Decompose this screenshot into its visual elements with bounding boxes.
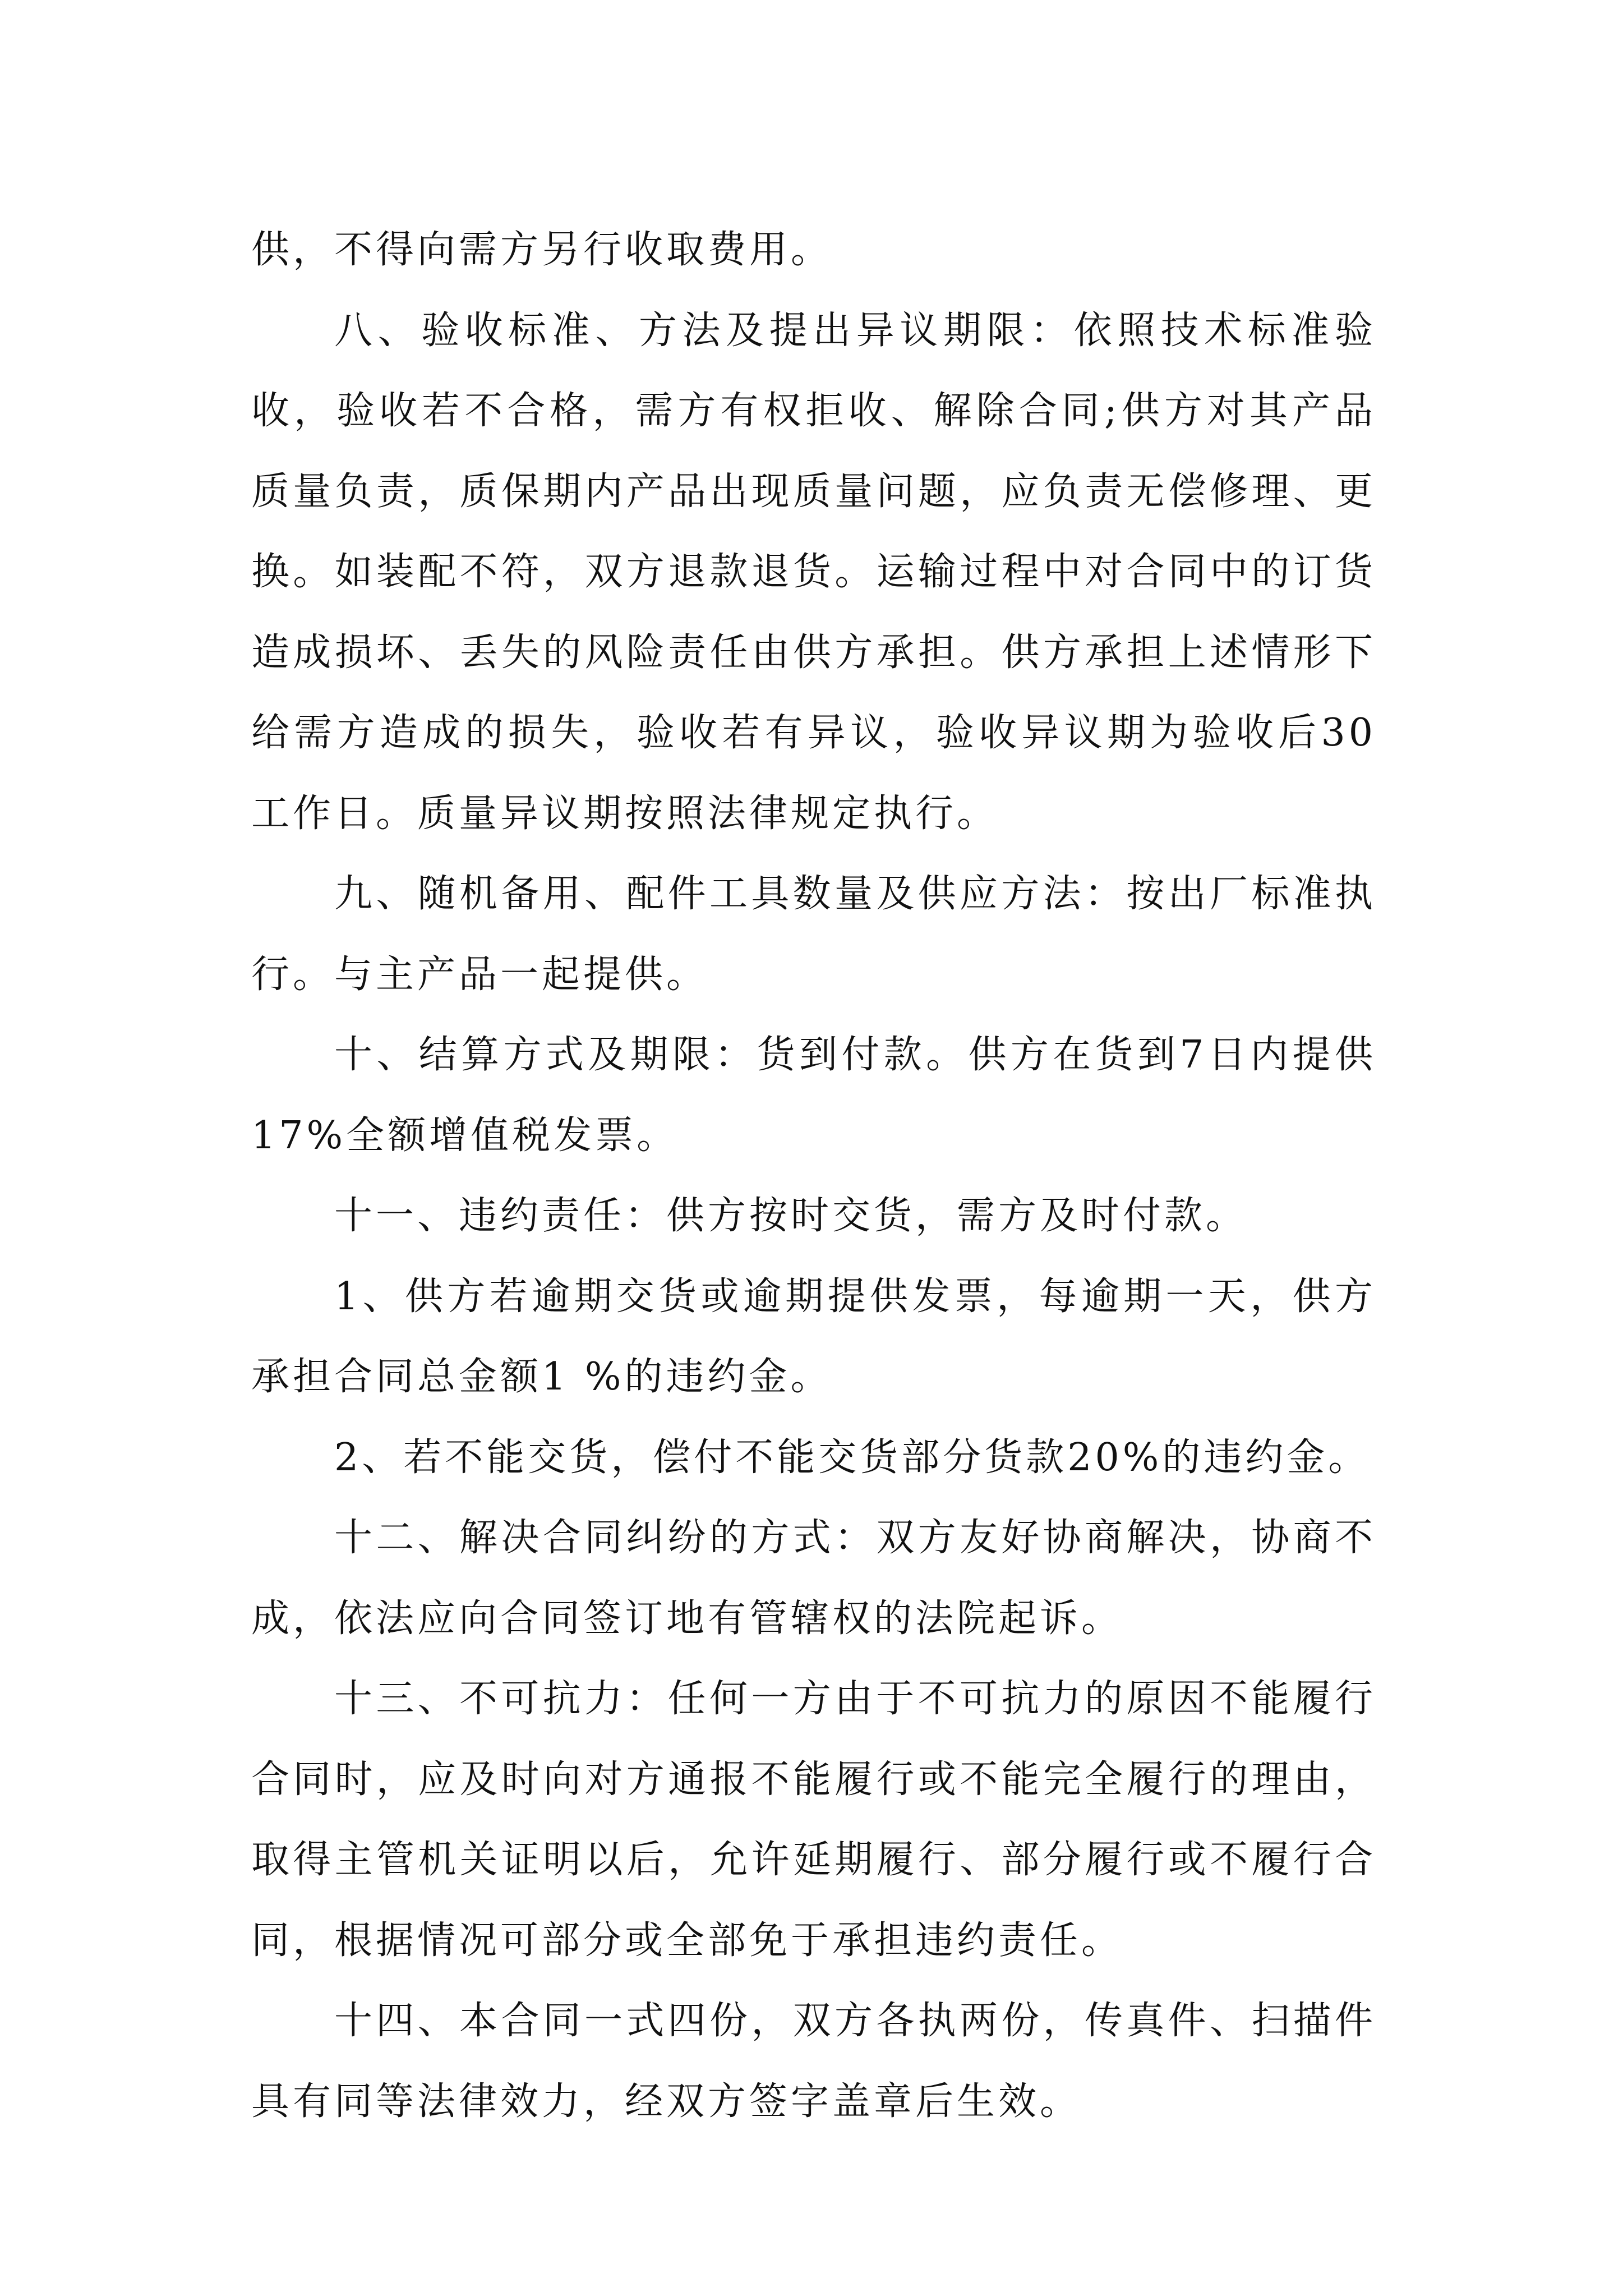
paragraph-clause-12-disputes: 十二、解决合同纠纷的方式：双方友好协商解决，协商不成，依法应向合同签订地有管辖权的法院起诉。	[251, 1516, 1376, 1641]
paragraph-continuation: 供，不得向需方另行收取费用。	[251, 228, 833, 272]
paragraph-clause-11-item-2: 2、若不能交货，偿付不能交货部分货款20%的违约金。	[334, 1435, 1370, 1480]
paragraph-clause-9-spare-parts: 九、随机备用、配件工具数量及供应方法：按出厂标准执行。与主产品一起提供。	[251, 872, 1376, 997]
paragraph-clause-11-liability: 十一、违约责任：供方按时交货，需方及时付款。	[334, 1194, 1248, 1238]
paragraph-clause-13-force-majeure: 十三、不可抗力：任何一方由于不可抗力的原因不能履行合同时，应及时向对方通报不能履行或不能完全履行的理由，取得主管机关证明以后，允许延期履行、部分履行或不履行合同，根据情况可部分或全部免于承担违约责任。	[251, 1677, 1376, 1963]
paragraph-clause-10-settlement: 十、结算方式及期限：货到付款。供方在货到7日内提供17%全额增值税发票。	[251, 1033, 1376, 1158]
paragraph-clause-8-acceptance: 八、验收标准、方法及提出异议期限：依照技术标准验收，验收若不合格，需方有权拒收、解除合同;供方对其产品质量负责，质保期内产品出现质量问题，应负责无偿修理、更换。如装配不符，双方退款退货。运输过程中对合同中的订货造成损坏、丢失的风险责任由供方承担。供方承担上述情形下给需方造成的损失，验收若有异议，验收异议期为验收后30工作日。质量异议期按照法律规定执行。	[251, 308, 1376, 836]
contract-body	[251, 210, 1376, 2142]
paragraph-clause-11-item-1: 1、供方若逾期交货或逾期提供发票，每逾期一天，供方承担合同总金额1 %的违约金。	[251, 1274, 1376, 1399]
paragraph-clause-14-copies: 十四、本合同一式四份，双方各执两份，传真件、扫描件具有同等法律效力，经双方签字盖章后生效。	[251, 1999, 1376, 2124]
